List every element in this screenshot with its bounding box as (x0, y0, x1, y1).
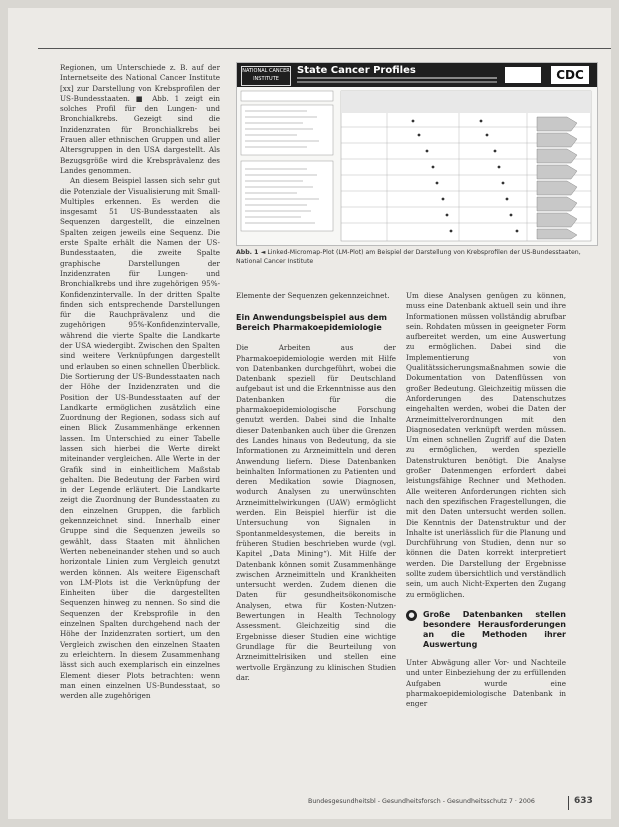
highlight-box-heading (406, 610, 566, 650)
middle-column (236, 291, 396, 761)
left-paragraph: Regionen, um Unterschiede z. B. auf der Internetseite des National Cancer Institute [xx] zur Darstellung von Krebsprofilen der US-Bundesstaaten. ■ Abb. 1 zeigt ein solches Profil für den Lungen- und Bronchialkrebs. Gezeigt sind die Inzidenzraten für Bronchialkrebs bei Frauen aller ethnischen Gruppen und aller Altersgruppen in den USA dargestellt. Als Bezugsgröße wird die Krebsprävalenz des Landes genommen. (60, 63, 220, 175)
right-closing-paragraph: Unter Abwägung aller Vor- und Nachteile und unter Einbeziehung der zu erfüllenden Aufgaben wurde eine pharmakoepidemiologische Datenbank in enger (406, 657, 566, 709)
figure-header-box (505, 67, 541, 83)
figure-caption (236, 248, 596, 266)
highlight-heading-text: Große Datenbanken stellen besondere Herausforderungen an die Methoden ihrer Auswertung (423, 609, 566, 649)
right-paragraph: Um diese Analysen genügen zu können, muss eine Datenbank aktuell sein und ihre Informationen müssen vollständig abrufbar sein. Rohdaten müssen in geeigneter Form aufbereitet werden, um eine Auswertung zu ermöglichen. Dabei sind die Implementierung von Qualitätssicherungsmaßnahmen sowie die Dokumentation von Datenflüssen von großer Bedeutung. Gleichzeitig müssen die Anforderungen des Datenschutzes eingehalten werden, wobei die Daten der Arzneimittelverordnungen mit den Diagnosedaten verknüpft werden müssen. Um einen schnellen Zugriff auf die Daten zu ermöglichen, werden spezielle Datenstrukturen benötigt. Die Analyse großer Datenmengen erfordert dabei leistungsfähige Rechner und Methoden. Alle weiteren Anforderungen richten sich nach den spezifischen Fragestellungen, die mit den Daten untersucht werden sollen. Die Kenntnis der Datenstruktur und der Inhalte ist unerlässlich für die Planung und Durchführung von Studien, denn nur so können die Daten korrekt interpretiert werden. Die Darstellung der Ergebnisse sollte zudem übersichtlich und verständlich sein, um auch Nicht-Experten den Zugang zu ermöglichen. (406, 291, 566, 599)
figure-header (237, 63, 597, 87)
page-footer (308, 796, 598, 810)
lm-plot-main-panel (341, 91, 591, 241)
section-heading: Ein Anwendungsbeispiel aus dem Bereich Pharmakoepidemiologie (236, 313, 387, 333)
middle-paragraph: Die Arbeiten aus der Pharmakoepidemiologie werden mit Hilfe von Datenbanken durchgeführt, wobei die Datenbank speziell für Deutschland aufgebaut ist und die Erkenntnisse aus den Datenbanken für die pharmakoepidemiologische Forschung genutzt werden. Dabei sind die Inhalte dieser Datenbanken auch über die Grenzen des Landes hinaus von Bedeutung, da sie Informationen zu Arzneimitteln und deren Anwendung liefern. Diese Datenbanken beinhalten Informationen zu Patienten und deren Medikation sowie Diagnosen, wodurch Analysen zu unerwünschten Arzneimittelwirkungen (UAW) ermöglicht werden. Ein Beispiel hierfür ist die Untersuchung von Signalen in Spontanmeldesystemen, die bereits in früheren Studien beschrieben wurde (vgl. Kapitel „Data Mining“). Mit Hilfe der Datenbank können somit Zusammenhänge zwischen Arzneimitteln und Krankheiten untersucht werden. Zudem dienen die Daten für gesundheitsökonomische Analysen, etwa für Kosten-Nutzen-Bewertungen in Health Technology Assessment. Gleichzeitig sind die Ergebnisse dieser Studien eine wichtige Grundlage für die Beurteilung von Arzneimittelrisiken und stellen eine wertvolle Ergänzung zu klinischen Studien dar. (236, 343, 396, 682)
page-number: 633 (574, 796, 593, 806)
middle-intro: Elemente der Sequenzen gekennzeichnet. (236, 291, 390, 300)
cdc-logo: CDC (551, 66, 589, 84)
figure-lm-plot (236, 62, 598, 246)
lm-plot-graphic (237, 87, 597, 245)
nci-logo: NATIONAL CANCER INSTITUTE (241, 66, 291, 86)
figure-header-title: State Cancer Profiles (297, 65, 416, 76)
figure-caption-label: Abb. 1 ◄ (236, 249, 266, 256)
journal-citation: Bundesgesundheitsbl - Gesundheitsforsch - Gesundheitsschutz 7 · 2006 (308, 798, 535, 805)
document-page (8, 8, 611, 819)
figure-header-subtitle-lines (297, 77, 497, 79)
left-paragraph: An diesem Beispiel lassen sich sehr gut die Potenziale der Visualisierung mit Small-Multiples erkennen. Es werden die insgesamt 51 US-Bundesstaaten als Sequenzen dargestellt, die einzelnen Spalten zeigen jeweils eine Sequenz. Die erste Spalte erhält die Namen der US-Bundesstaaten, die zweite Spalte graphische Darstellungen der Inzidenzraten für Lungen- und Bronchialkrebs und ihre zugehörigen 95%-Konfidenzintervalle. In der dritten Spalte finden sich entsprechende Darstellungen für die Rauchprävalenz und die zugehörigen 95%-Konfidenzintervalle, während die vierte Spalte die Landkarte der USA wiedergibt. Zwischen den Spalten sind weitere Verknüpfungen dargestellt und erlauben so einen schnellen Überblick. Die Sortierung der US-Bundesstaaten nach der Höhe der Inzidenzraten und die Position der US-Bundesstaaten auf der Landkarte ermöglichen zusätzlich eine Zuordnung der Regionen, sodass sich auf einen Blick Zusammenhänge erkennen lassen. Im Unterschied zu einer Tabelle lassen sich hierbei die Werte direkt miteinander vergleichen. Alle Werte in der Grafik sind in einheitlichem Maßstab gehalten. Die Bedeutung der Farben wird in der Legende erläutert. Die Landkarte zeigt die Zuordnung der Bundesstaaten zu den einzelnen Gruppen, die farblich gekennzeichnet sind. Innerhalb einer Gruppe sind die Sequenzen jeweils so gewählt, dass Staaten mit ähnlichen Werten nebeneinander stehen und so auch horizontale Linien zum Vergleich genutzt werden können. Als weitere Eigenschaft von LM-Plots ist die Verknüpfung der Einheiten über die dargestellten Sequenzen hinweg zu nennen. So sind die Sequenzen der Krebsprofile in den einzelnen Spalten durchgehend nach der Höhe der Inzidenzraten sortiert, um den Vergleich zwischen den einzelnen Staaten zu erleichtern. In diesem Zusammenhang lässt sich auch exemplarisch ein einzelnes Element dieser Plots betrachten: wenn man einen einzelnen US-Bundesstaat, so werden alle zugehörigen (60, 176, 220, 701)
bullet-circle-icon: ● (406, 610, 417, 621)
right-column (406, 291, 566, 761)
figure-caption-text: Linked-Micromap-Plot (LM-Plot) am Beispiel der Darstellung von Krebsprofilen der US-Bundesstaaten, National Cancer Institute (236, 249, 581, 265)
header-rule (38, 48, 611, 49)
footer-separator (568, 796, 569, 810)
left-column (60, 63, 220, 783)
lm-plot-left-panel (241, 91, 333, 231)
